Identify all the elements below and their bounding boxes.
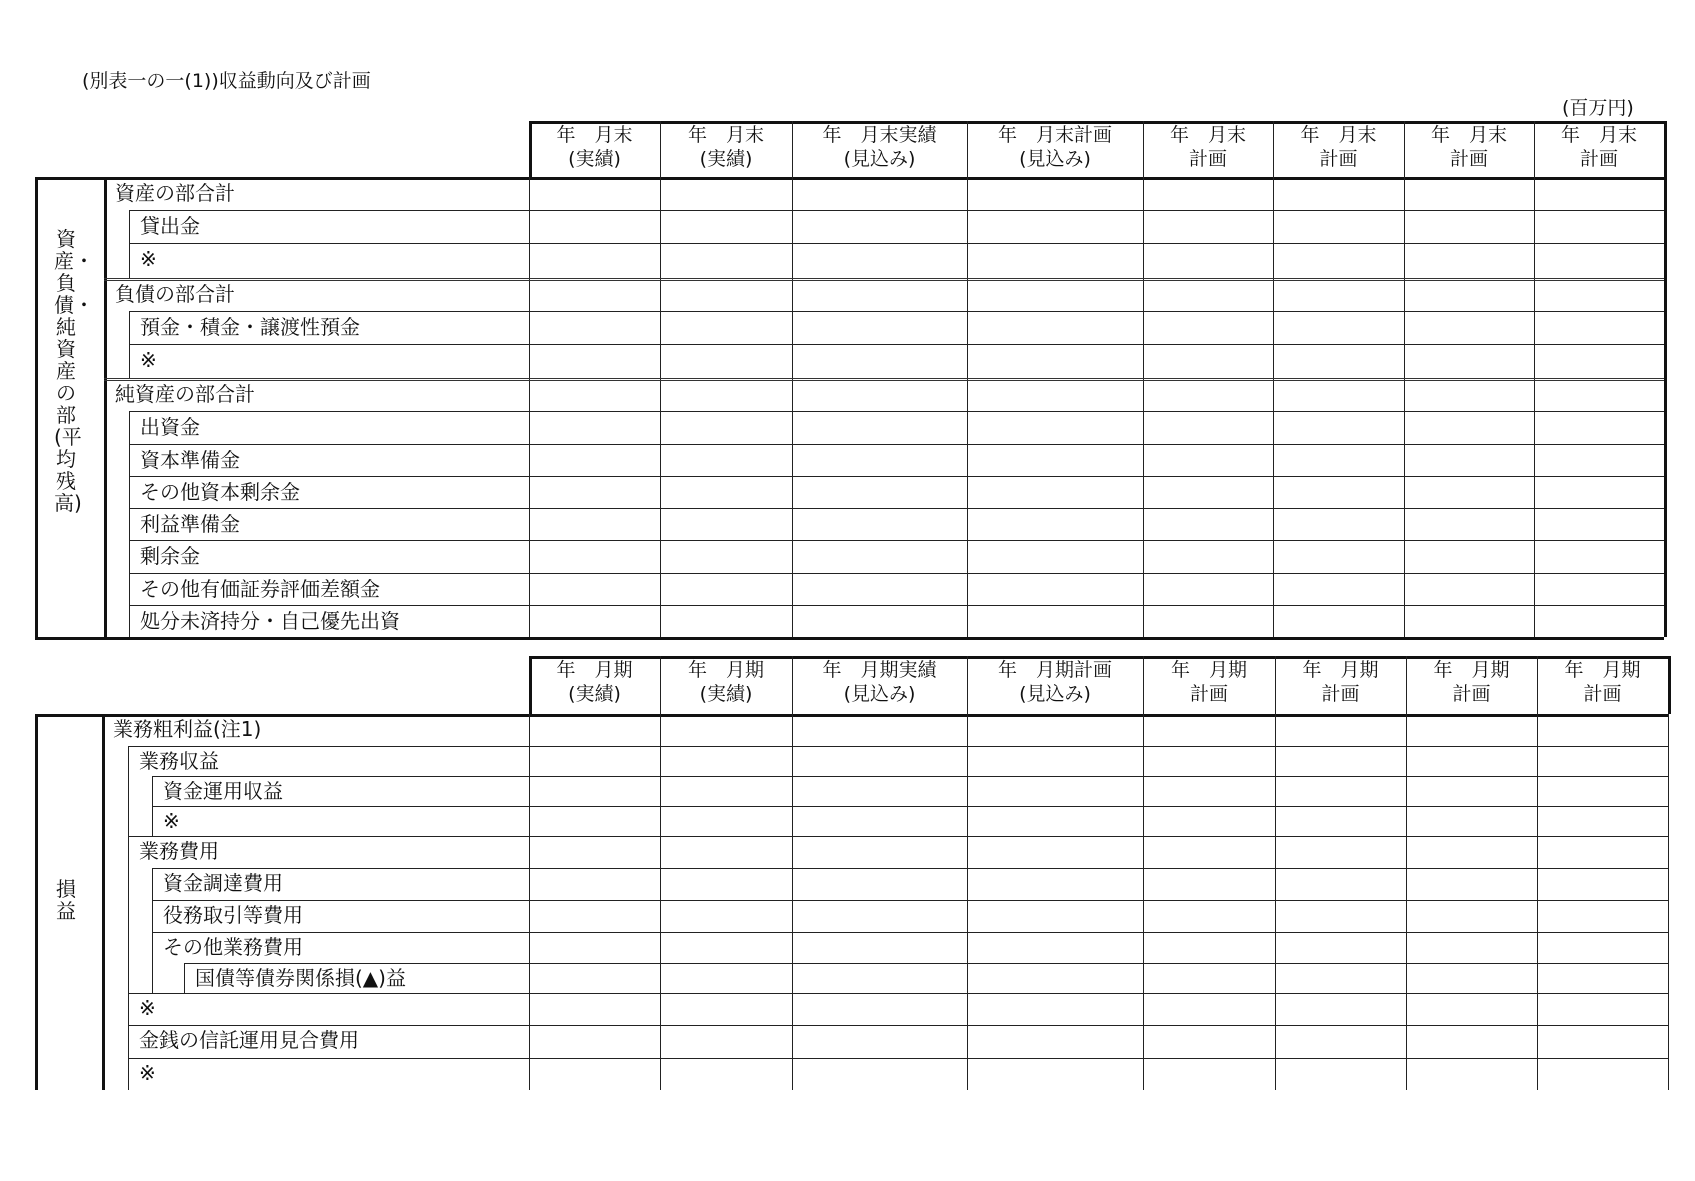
table-left-border [35,714,38,1090]
note-mark-row: ※ [139,1061,156,1085]
column-header-period: 年 月末 [1300,124,1377,146]
row-label: その他業務費用 [163,935,303,959]
column-header-period: 年 月末 [556,124,633,146]
row-divider [129,311,1664,312]
column-header [660,658,792,706]
indent-guide [128,746,129,1090]
column-header [792,658,967,706]
table-left-border [35,177,38,637]
row-label: その他資本剰余金 [140,480,300,504]
column-header-kind: 計画 [1319,148,1358,170]
note-mark-row: ※ [140,247,157,271]
column-header [1273,123,1404,171]
column-header-kind: 計画 [1321,683,1360,705]
table-top-border [35,714,1668,717]
column-header-period: 年 月期計画 [997,659,1112,681]
row-label: その他有価証券評価差額金 [140,577,380,601]
row-label: 純資産の部合計 [115,382,255,406]
row-label: 資金運用収益 [163,779,283,803]
note-mark-row: ※ [139,996,156,1020]
indent-guide [129,311,130,378]
row-label: 国債等債券関係損(▲)益 [195,966,406,990]
row-label: 業務粗利益(注1) [113,717,262,741]
column-header-kind: (実績) [699,148,753,170]
row-label: 資産の部合計 [115,181,235,205]
header-col-divider [1668,656,1671,714]
data-col-divider [660,177,661,637]
row-divider [128,1025,1668,1026]
row-label: 貸出金 [140,214,200,238]
row-divider [129,344,1664,345]
row-label: 役務取引等費用 [163,903,303,927]
group-divider [104,278,1664,281]
note-mark-row: ※ [140,348,157,372]
table-top-border [35,177,1664,180]
column-header-kind: 計画 [1452,683,1491,705]
row-divider [152,776,1668,777]
group-divider [104,378,1664,381]
row-divider [128,1058,1668,1059]
row-label: 資本準備金 [140,448,240,472]
column-header-period: 年 月期 [556,659,633,681]
row-label: 出資金 [140,415,200,439]
data-col-divider [1143,177,1144,637]
table-bottom-border [35,637,1664,640]
column-header [1537,658,1668,706]
data-col-divider [1275,714,1276,1090]
indent-guide [129,210,130,278]
column-header-kind: (見込み) [1019,683,1091,705]
column-header [792,123,967,171]
column-header-kind: 計画 [1579,148,1618,170]
data-col-divider [1664,177,1667,637]
column-header [1143,658,1275,706]
unit-label: (百万円) [1562,97,1634,119]
indent-guide [184,963,185,993]
row-label: 負債の部合計 [115,282,235,306]
column-header-period: 年 月末 [1169,124,1246,146]
data-col-divider [967,177,968,637]
data-col-divider [1534,177,1535,637]
column-header [660,123,792,171]
column-header-period: 年 月末実績 [822,124,937,146]
column-header-kind: 計画 [1449,148,1488,170]
row-divider [129,411,1664,412]
column-header [1406,658,1537,706]
column-header [1404,123,1534,171]
row-divider [128,746,1668,747]
row-divider [129,444,1664,445]
column-header-period: 年 月期実績 [822,659,937,681]
column-header-kind: (実績) [699,683,753,705]
row-label: 業務費用 [139,839,219,863]
row-divider [129,605,1664,606]
row-divider [129,476,1664,477]
column-header-kind: (見込み) [843,683,916,705]
row-divider [128,836,1668,837]
row-divider [129,243,1664,244]
column-header-period: 年 月期 [1170,659,1247,681]
row-divider [152,900,1668,901]
data-col-divider [660,714,661,1090]
side-column-border [102,714,105,1090]
column-header [967,123,1143,171]
row-divider [152,932,1668,933]
row-label: 処分未済持分・自己優先出資 [140,609,400,633]
column-header [1534,123,1664,171]
column-header [529,658,660,706]
column-header-period: 年 月期 [1302,659,1379,681]
data-col-divider [1404,177,1405,637]
data-col-divider [792,714,793,1090]
row-divider [152,806,1668,807]
side-column-border [104,177,107,637]
column-header-period: 年 月末 [687,124,764,146]
column-header-kind: (見込み) [843,148,916,170]
data-col-divider [967,714,968,1090]
row-divider [129,573,1664,574]
row-divider [152,868,1668,869]
row-label: 利益準備金 [140,512,240,536]
data-col-divider [1273,177,1274,637]
data-col-divider [529,177,530,637]
indent-guide [152,776,153,836]
column-header-period: 年 月末 [1430,124,1507,146]
row-label: 剰余金 [140,544,200,568]
indent-guide [152,868,153,993]
column-header-kind: 計画 [1188,148,1227,170]
column-header-kind: (実績) [568,148,621,170]
row-divider [184,963,1668,964]
column-header-period: 年 月期 [1433,659,1510,681]
column-header-kind: 計画 [1189,683,1228,705]
column-header [1275,658,1406,706]
document-title: (別表一の一(1))収益動向及び計画 [82,70,371,92]
row-divider [129,540,1664,541]
column-header-period: 年 月末計画 [997,124,1112,146]
data-col-divider [1143,714,1144,1090]
data-col-divider [1668,714,1669,1090]
side-label-income: 損益 [56,877,76,923]
column-header-period: 年 月期 [687,659,764,681]
row-label: 資金調達費用 [163,871,283,895]
row-divider [129,210,1664,211]
side-label-balance: 資産・負債・純資産の部(平均残高) [54,227,94,515]
data-col-divider [529,714,530,1090]
column-header-period: 年 月期 [1564,659,1641,681]
column-header-kind: (実績) [568,683,621,705]
column-header [1143,123,1273,171]
header-col-divider [1664,121,1667,177]
row-label: 金銭の信託運用見合費用 [139,1028,359,1052]
column-header [529,123,660,171]
column-header-kind: 計画 [1583,683,1622,705]
data-col-divider [792,177,793,637]
row-label: 預金・積金・譲渡性預金 [140,315,360,339]
row-divider [129,508,1664,509]
note-mark-row: ※ [163,809,180,833]
row-label: 業務収益 [139,749,219,773]
column-header-period: 年 月末 [1560,124,1637,146]
row-divider [128,993,1668,994]
data-col-divider [1406,714,1407,1090]
data-col-divider [1537,714,1538,1090]
column-header-kind: (見込み) [1019,148,1091,170]
column-header [967,658,1143,706]
indent-guide [129,411,130,637]
